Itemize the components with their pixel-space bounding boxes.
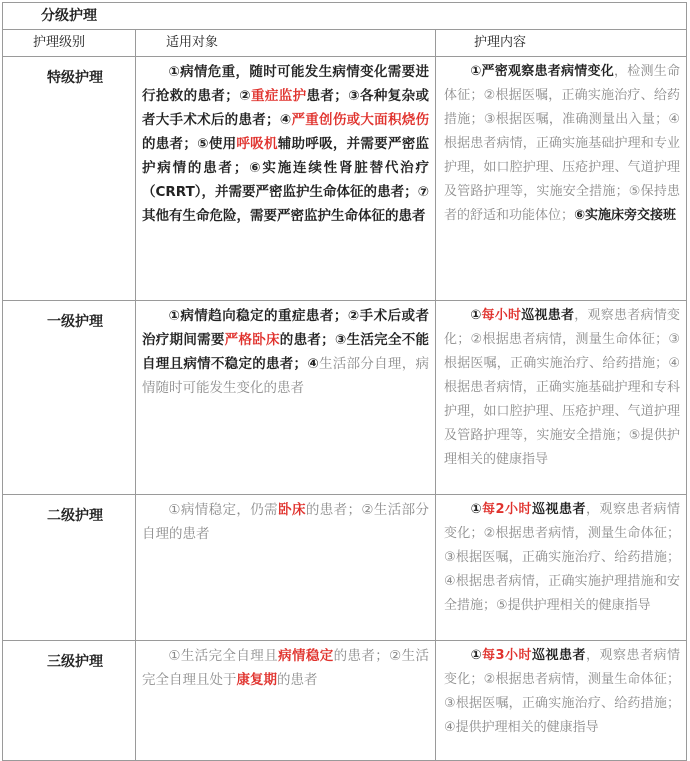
text-segment: ①病情危重，随时可能发生病情变化需要进行抢救的患者；② bbox=[142, 64, 429, 104]
text-segment: ① bbox=[470, 308, 482, 323]
header-row bbox=[3, 30, 687, 57]
text-segment: 生活部分自理，病情随时可能发生变化的患者 bbox=[142, 356, 429, 396]
highlight-text: 病情稳定 bbox=[278, 648, 334, 664]
text-segment: 巡视患者 bbox=[521, 308, 575, 323]
text-segment: ，观察患者病情变化；②根据患者病情，测量生命体征；③根据医嘱，正确实施治疗、给药措施；④提供护理相关的健康指导 bbox=[444, 648, 681, 735]
target-cell bbox=[136, 641, 436, 761]
text-segment: 辅助呼吸，并需要严密监护病情的患者；⑥实施连续性肾脏替代治疗（CRRT），并需要严密监护生命体征的患者；⑦其他有生命危险，需要严密监护生命体征的患者 bbox=[142, 136, 430, 224]
text-segment: ，观察患者病情变化；②根据患者病情，测量生命体征；③根据医嘱，正确实施治疗、给药措施；④根据患者病情，正确实施基础护理和专科护理，如口腔护理、压疮护理、气道护理及管路护理等，实施安全措施；⑤提供护理相关的健康指导 bbox=[444, 308, 681, 467]
highlight-text: 每小时 bbox=[481, 308, 522, 323]
text-segment: 的患者；②生活部分自理的患者 bbox=[142, 502, 430, 542]
content-cell bbox=[436, 301, 687, 495]
text-segment: ①生活完全自理且 bbox=[168, 648, 279, 664]
highlight-text: 每3小时 bbox=[482, 648, 533, 663]
content-cell bbox=[436, 495, 687, 641]
highlight-text: 每2小时 bbox=[482, 502, 533, 517]
text-segment: ① bbox=[470, 648, 482, 663]
table-title: 分级护理 bbox=[3, 3, 687, 30]
table-row bbox=[3, 301, 687, 495]
text-segment: 的患者 bbox=[277, 672, 318, 688]
highlight-text: 康复期 bbox=[236, 672, 277, 688]
table-row bbox=[3, 57, 687, 301]
target-cell bbox=[136, 301, 436, 495]
header-level: 护理级别 bbox=[3, 30, 136, 57]
text-segment: 的患者；②生活完全自理且处于 bbox=[142, 648, 430, 688]
header-target: 适用对象 bbox=[136, 30, 436, 57]
level-cell: 一级护理 bbox=[3, 301, 136, 495]
text-segment: 的患者；⑤使用 bbox=[142, 136, 237, 152]
text-segment: ① bbox=[470, 502, 482, 517]
text-segment: ①病情稳定，仍需 bbox=[168, 502, 279, 518]
highlight-text: 卧床 bbox=[278, 502, 306, 518]
target-cell bbox=[136, 57, 436, 301]
text-segment: ①病情趋向稳定的重症患者；②手术后或者治疗期间需要 bbox=[142, 308, 429, 348]
text-segment: 巡视患者 bbox=[532, 502, 587, 517]
highlight-text: 呼吸机 bbox=[236, 136, 278, 152]
text-segment: ⑥实施床旁交接班 bbox=[574, 208, 677, 223]
target-cell bbox=[136, 495, 436, 641]
text-segment: ①严密观察患者病情变化 bbox=[470, 64, 615, 79]
highlight-text: 严重创伤或大面积烧伤 bbox=[291, 112, 430, 128]
level-cell: 三级护理 bbox=[3, 641, 136, 761]
level-cell: 二级护理 bbox=[3, 495, 136, 641]
highlight-text: 重症监护 bbox=[250, 88, 307, 104]
content-cell bbox=[436, 641, 687, 761]
text-segment: ，检测生命体征；②根据医嘱，正确实施治疗、给药措施；③根据医嘱，准确测量出入量；④根据患者病情，正确实施基础护理和专业护理，如口腔护理、压疮护理、气道护理及管路护理等，实施安全措施；⑤保持患者的舒适和功能体位； bbox=[444, 64, 681, 223]
highlight-text: 严格卧床 bbox=[224, 332, 280, 348]
content-cell bbox=[436, 57, 687, 301]
text-segment: 的患者；③生活完全不能自理且病情不稳定的患者；④ bbox=[142, 332, 430, 372]
nursing-level-table bbox=[2, 2, 687, 761]
level-cell: 特级护理 bbox=[3, 57, 136, 301]
text-segment: 患者；③各种复杂或者大手术术后的患者；④ bbox=[142, 88, 429, 128]
table-row bbox=[3, 495, 687, 641]
text-segment: 巡视患者 bbox=[532, 648, 587, 663]
table-row bbox=[3, 641, 687, 761]
text-segment: ，观察患者病情变化；②根据患者病情，测量生命体征；③根据医嘱，正确实施治疗、给药措施；④根据患者病情，正确实施护理措施和安全措施；⑤提供护理相关的健康指导 bbox=[444, 502, 681, 613]
header-content: 护理内容 bbox=[436, 30, 687, 57]
